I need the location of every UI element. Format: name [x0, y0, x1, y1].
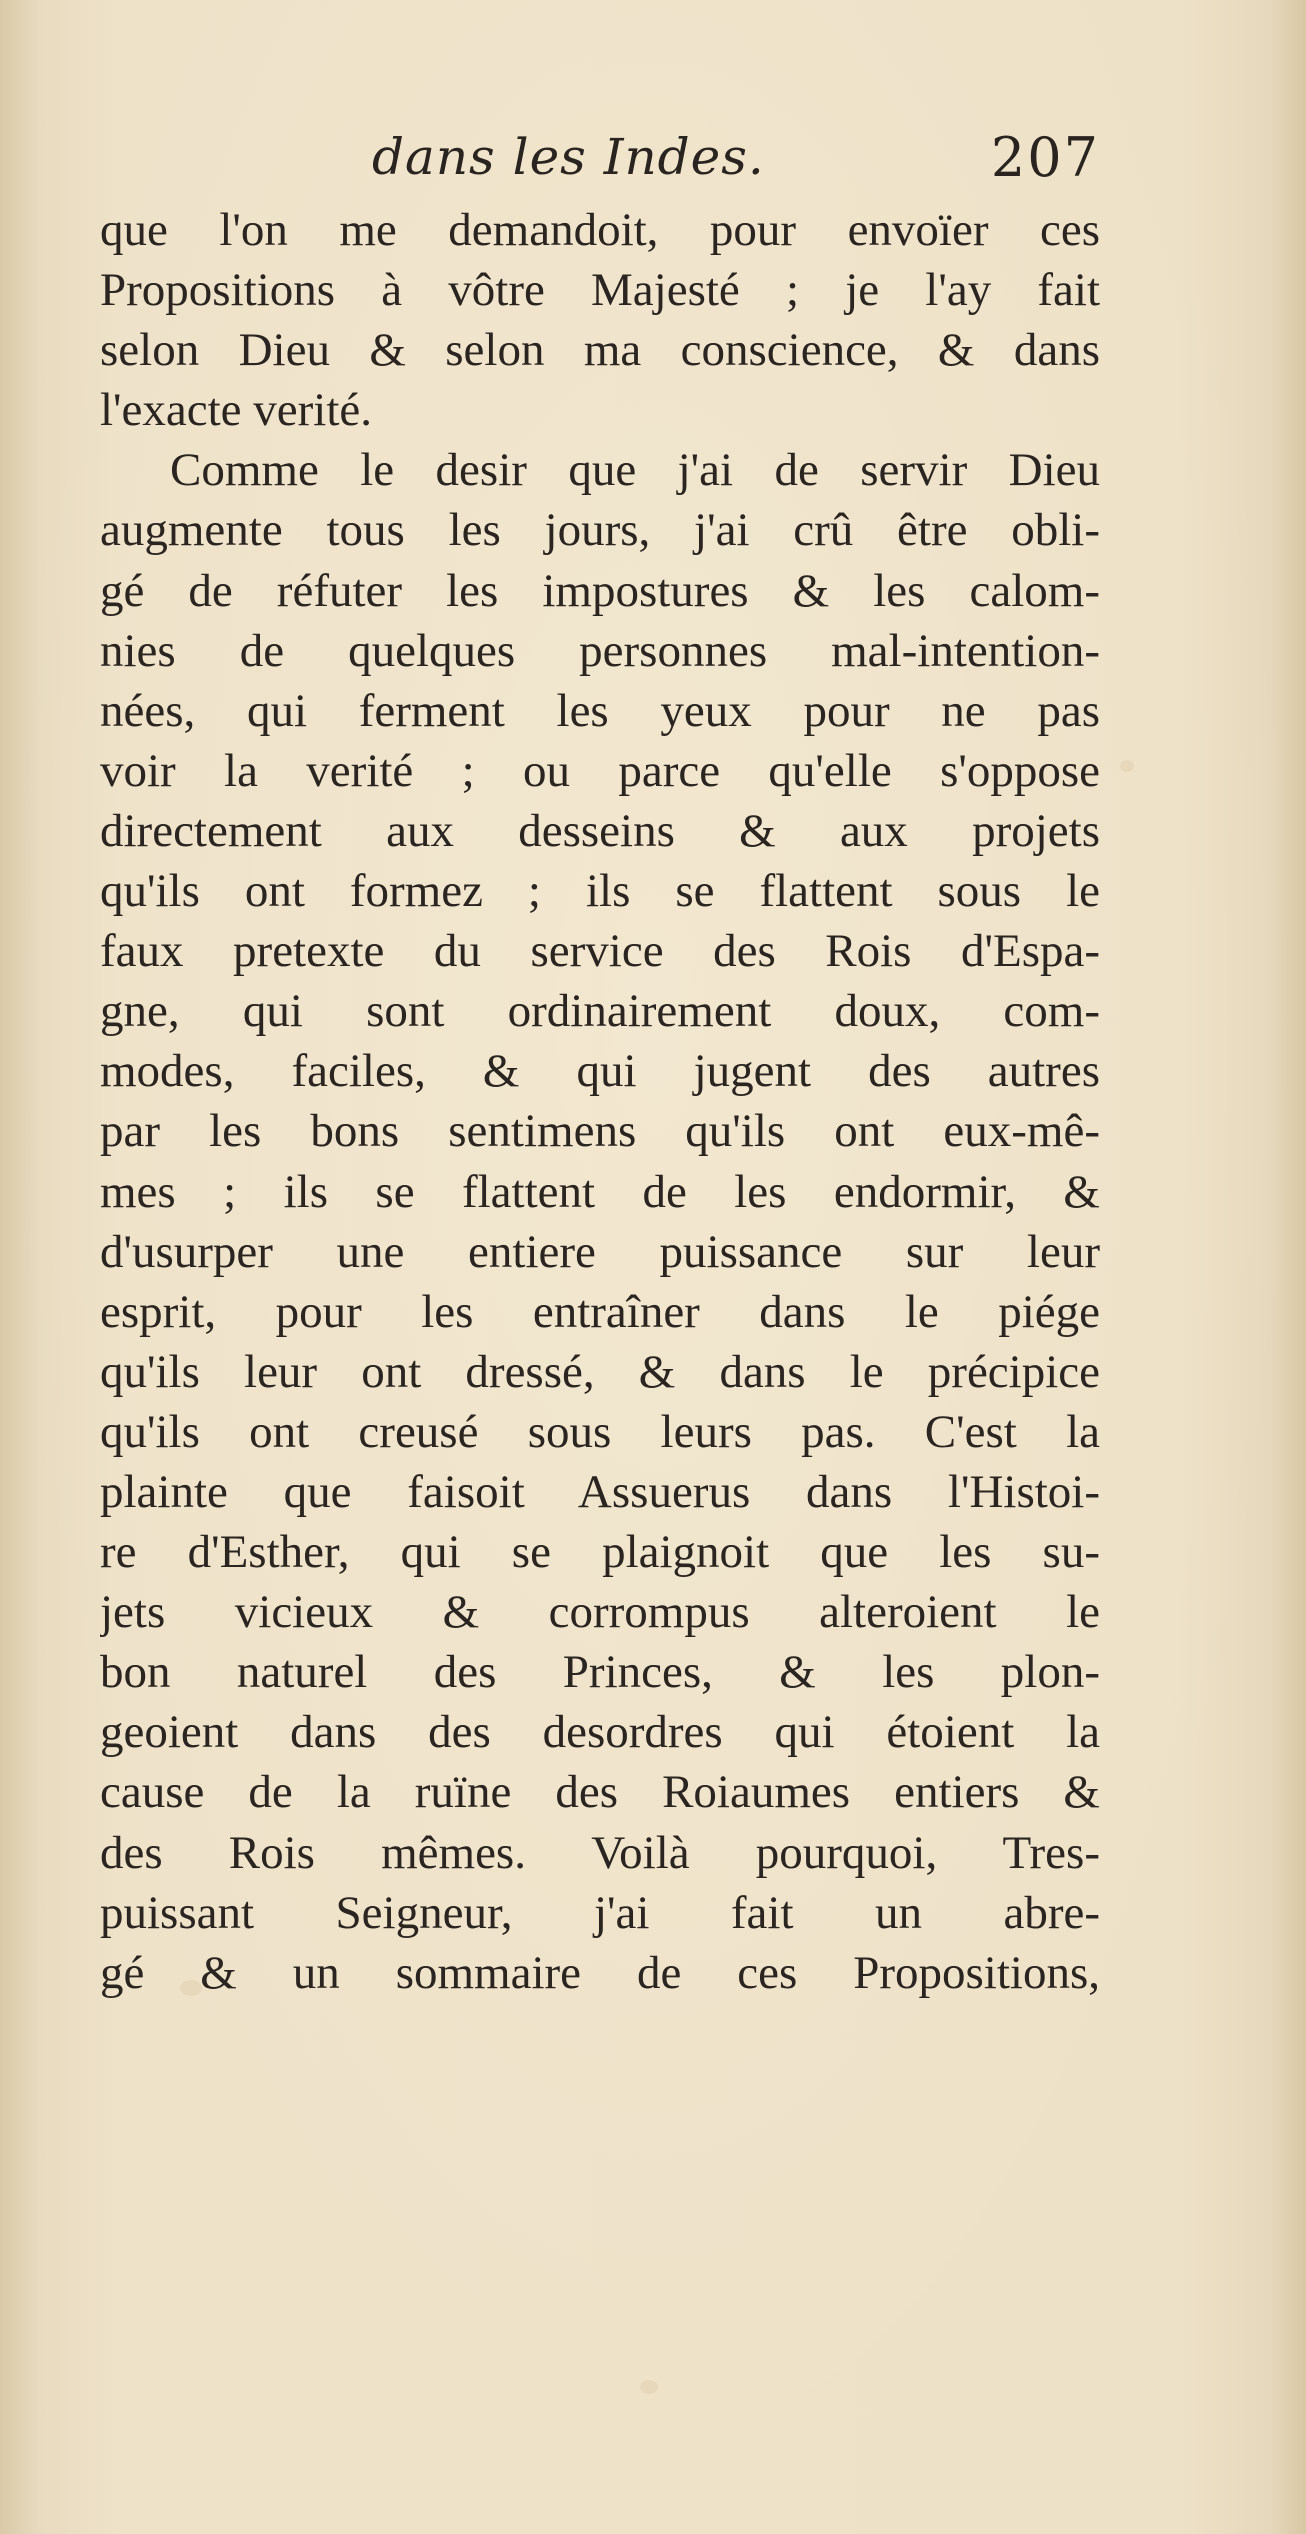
text-line: bon naturel des Princes, & les plon-: [100, 1646, 1100, 1699]
text-line: gne, qui sont ordinairement doux, com-: [100, 985, 1100, 1038]
text-line: esprit, pour les entraîner dans le piége: [100, 1285, 1100, 1338]
text-line: nées, qui ferment les yeux pour ne pas: [100, 684, 1100, 737]
text-line: des Rois mêmes. Voilà pourquoi, Tres-: [100, 1826, 1100, 1879]
text-line: par les bons sentimens qu'ils ont eux-mê-: [100, 1105, 1100, 1158]
text-line: modes, faciles, & qui jugent des autres: [100, 1045, 1100, 1098]
text-line: d'usurper une entiere puissance sur leur: [100, 1225, 1100, 1278]
text-line: gé & un sommaire de ces Propositions,: [100, 1946, 1100, 1999]
foxing-spot: [640, 2380, 658, 2394]
text-line: que l'on me demandoit, pour envoïer ces: [100, 204, 1100, 256]
text-line: jets vicieux & corrompus alteroient le: [100, 1586, 1100, 1639]
running-head: dans les Indes.: [372, 128, 765, 186]
text-line: plainte que faisoit Assuerus dans l'Histoi-: [100, 1465, 1100, 1518]
text-line: cause de la ruïne des Roiaumes entiers &: [100, 1766, 1100, 1819]
text-line: geoient dans des desordres qui étoient la: [100, 1706, 1100, 1759]
text-line: faux pretexte du service des Rois d'Espa-: [100, 925, 1100, 978]
text-line: l'exacte verité.: [100, 384, 373, 437]
text-line: selon Dieu & selon ma conscience, & dans: [100, 324, 1100, 377]
text-line: qu'ils ont formez ; ils se flattent sous le: [100, 865, 1100, 918]
text-line: qu'ils leur ont dressé, & dans le précipice: [100, 1345, 1100, 1398]
text-line: re d'Esther, qui se plaignoit que les su-: [100, 1526, 1100, 1579]
page-header: [100, 120, 1100, 210]
text-line: voir la verité ; ou parce qu'elle s'oppose: [100, 744, 1100, 797]
text-line: nies de quelques personnes mal-intention-: [100, 624, 1100, 677]
text-line: puissant Seigneur, j'ai fait un abre-: [100, 1886, 1100, 1939]
foxing-spot: [1120, 760, 1134, 772]
text-line: augmente tous les jours, j'ai crû être obli-: [100, 504, 1100, 557]
text-line: mes ; ils se flattent de les endormir, &: [100, 1165, 1100, 1218]
text-line: qu'ils ont creusé sous leurs pas. C'est la: [100, 1405, 1100, 1458]
text-line: gé de réfuter les impostures & les calom-: [100, 564, 1100, 617]
text-line: Propositions à vôtre Majesté ; je l'ay fait: [100, 264, 1100, 317]
text-line: directement aux desseins & aux projets: [100, 804, 1100, 857]
page-number: 207: [990, 126, 1100, 189]
text-line: Comme le desir que j'ai de servir Dieu: [170, 444, 1100, 497]
body-text: [100, 200, 1100, 2003]
